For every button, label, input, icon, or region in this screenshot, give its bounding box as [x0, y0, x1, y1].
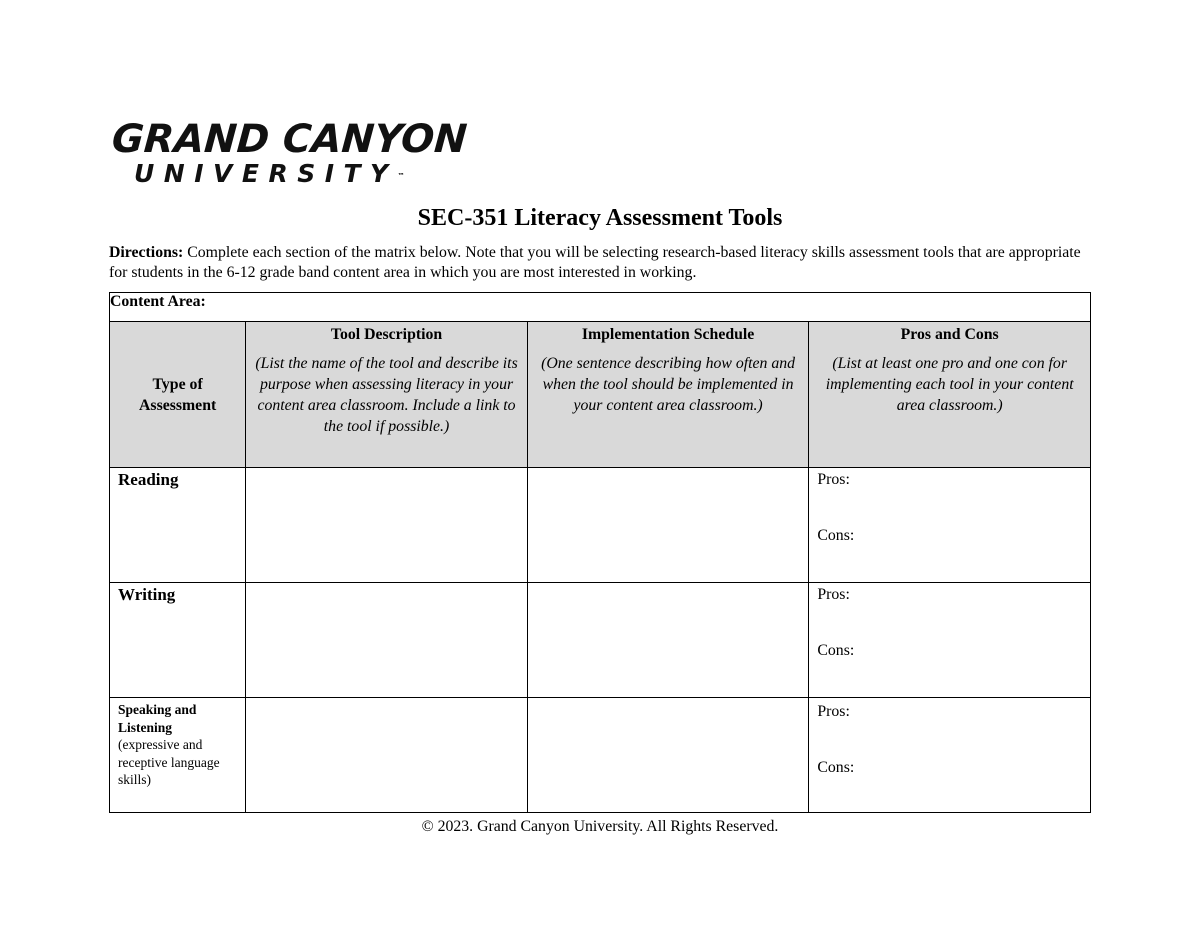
header-tool-subtitle: (List the name of the tool and describe its purpose when assessing literacy in your content area classroom. Include a link to the tool if possible.): [255, 355, 518, 435]
content-area-cell[interactable]: [110, 293, 1091, 322]
header-implementation-schedule: [527, 322, 809, 468]
pros-cons-cell-speaking[interactable]: [809, 698, 1091, 813]
row-label-speaking-listening: Speaking and Listening: [118, 702, 197, 735]
implementation-cell-speaking[interactable]: [527, 698, 809, 813]
trademark-mark: ™: [397, 172, 405, 180]
tool-description-cell-speaking[interactable]: [246, 698, 528, 813]
header-impl-subtitle: (One sentence describing how often and when the tool should be implemented in your content area classroom.): [541, 355, 796, 414]
copyright-footer: © 2023. Grand Canyon University. All Rights Reserved.: [421, 818, 779, 835]
pros-cons-cell-reading[interactable]: [809, 468, 1091, 583]
header-tool-description: [246, 322, 528, 468]
header-pros-title: Pros and Cons: [900, 326, 999, 343]
directions-text: Complete each section of the matrix below. Note that you will be selecting research-based literacy skills assessment tools that are appropriate for students in the 6-12 grade band content area in which you are most interested in working.: [109, 244, 1081, 281]
assessment-matrix-table: [109, 292, 1091, 813]
row-label-cell: [110, 468, 246, 583]
row-label-cell: [110, 583, 246, 698]
row-label-writing: Writing: [118, 585, 176, 604]
cons-label: Cons:: [817, 642, 855, 659]
cons-label: Cons:: [817, 527, 855, 544]
header-impl-title: Implementation Schedule: [581, 326, 755, 343]
header-type-of-assessment: [110, 322, 246, 468]
tool-description-cell-writing[interactable]: [246, 583, 528, 698]
row-label-note: (expressive and receptive language skills): [118, 737, 220, 787]
header-type-label: Type of Assessment: [139, 375, 217, 414]
content-area-label: Content Area:: [110, 293, 206, 310]
row-label-cell: [110, 698, 246, 813]
header-pros-subtitle: (List at least one pro and one con for implementing each tool in your content area classroom.): [825, 355, 1074, 414]
table-row-speaking-listening: [110, 698, 1091, 813]
university-logo: [110, 117, 469, 188]
content-area-row: [110, 293, 1091, 322]
logo-line-grand-canyon: GRAND CANYON: [110, 117, 469, 162]
implementation-cell-reading[interactable]: [527, 468, 809, 583]
pros-label: Pros:: [817, 586, 850, 603]
table-row-reading: [110, 468, 1091, 583]
header-tool-title: Tool Description: [330, 326, 443, 343]
directions-label: Directions:: [109, 244, 184, 261]
logo-line-university: [134, 160, 442, 188]
implementation-cell-writing[interactable]: [527, 583, 809, 698]
pros-label: Pros:: [817, 471, 850, 488]
table-row-writing: [110, 583, 1091, 698]
tool-description-cell-reading[interactable]: [246, 468, 528, 583]
logo-university-text: UNIVERSITY: [134, 159, 398, 188]
header-row: [110, 322, 1091, 468]
pros-cons-cell-writing[interactable]: [809, 583, 1091, 698]
cons-label: Cons:: [817, 759, 855, 776]
page-title: SEC-351 Literacy Assessment Tools: [417, 205, 783, 231]
pros-label: Pros:: [817, 703, 850, 720]
directions-paragraph: [109, 243, 1099, 283]
row-label-reading: Reading: [118, 470, 179, 489]
header-pros-and-cons: [809, 322, 1091, 468]
